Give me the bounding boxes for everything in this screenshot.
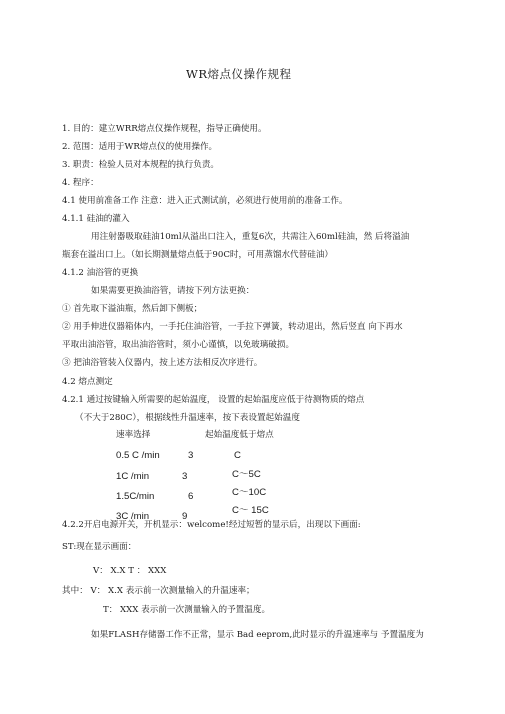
paragraph-display-now: ST:现在显示画面： [62,542,137,552]
paragraph-bath-intro: 如果需要更换油浴管，请按下列方法更换： [91,286,255,296]
table-cell-temp: C～ 15C [232,505,269,516]
table-cell-temp: C [234,450,241,461]
section-procedure: 4. 程序： [62,178,99,188]
step-2: ② 用手伸进仪器箱体内，一手托住油浴管，一手拉下弹簧，转动退出，然后竖直 向下再水 [62,322,403,332]
paragraph-oil-fill-2: 瓶套在溢出口上。（如长期测量熔点低于90C时，可用蒸馏水代替硅油） [62,250,334,260]
display-readout: V： X.X T ： XXX [93,566,167,576]
heading-4-1-2: 4.1.2 油浴管的更换 [62,268,139,278]
section-purpose: 1. 目的：建立WRR熔点仪操作规程，指导正确使用。 [62,124,267,134]
table-cell-rate: 3C /min [116,511,150,522]
table-cell-rate: 1C /min [116,471,150,482]
table-cell-n: 3 [182,471,188,482]
paragraph-oil-fill-1: 用注射器吸取硅油10ml从溢出口注入，重复6次，共需注入60ml硅油，然 后将溢油 [91,232,410,242]
paragraph-power-on: 4.2.2开启电源开关，开机显示：welcome!经过短暂的显示后，出现以下画面: [62,520,361,530]
table-cell-temp: C～5C [232,469,261,480]
heading-4-2: 4.2 熔点测定 [62,377,113,387]
table-cell-rate: 1.5C/min [116,491,155,502]
table-header-rate: 速率选择 [116,430,151,440]
heading-4-2-1: 4.2.1 通过按键输入所需要的起始温度， 设置的起始温度应低于待测物质的熔点 [62,395,365,405]
table-cell-temp: C～10C [232,487,267,498]
section-responsibility: 3. 职责：检验人员对本规程的执行负责。 [62,160,220,170]
table-cell-n: 9 [182,511,188,522]
heading-4-1: 4.1 使用前准备工作 注意：进入正式测试前，必须进行使用前的准备工作。 [62,196,348,206]
step-3: ③ 把油浴管装入仪器内，按上述方法相反次序进行。 [62,358,263,368]
step-1: ① 首先取下溢油瓶，然后卸下侧板； [62,304,203,314]
step-2-cont: 平取出油浴管，取出油浴管时，须小心谨慎，以免玻璃破损。 [62,340,295,350]
heading-4-1-1: 4.1.1 硅油的灌入 [62,214,130,224]
section-scope: 2. 范围：适用于WR熔点仪的使用操作。 [62,142,218,152]
table-cell-n: 6 [188,491,194,502]
table-header-temp: 起始温度低于熔点 [205,430,274,440]
page-title: WR熔点仪操作规程 [186,67,292,81]
paragraph-start-temp: （不大于280C），根据线性升温速率，按下表设置起始温度 [75,413,300,423]
table-cell-n: 3 [188,450,194,461]
paragraph-where-v: 其中： V： X.X 表示前一次测量输入的升温速率； [62,586,255,596]
table-cell-rate: 0.5 C /min [116,450,160,461]
paragraph-where-t: T： XXX 表示前一次测量输入的予置温度。 [103,605,271,615]
paragraph-flash: 如果FLASH存储器工作不正常，显示 Bad eeprom,此时显示的升温速率与 予置温度为 [91,630,424,640]
